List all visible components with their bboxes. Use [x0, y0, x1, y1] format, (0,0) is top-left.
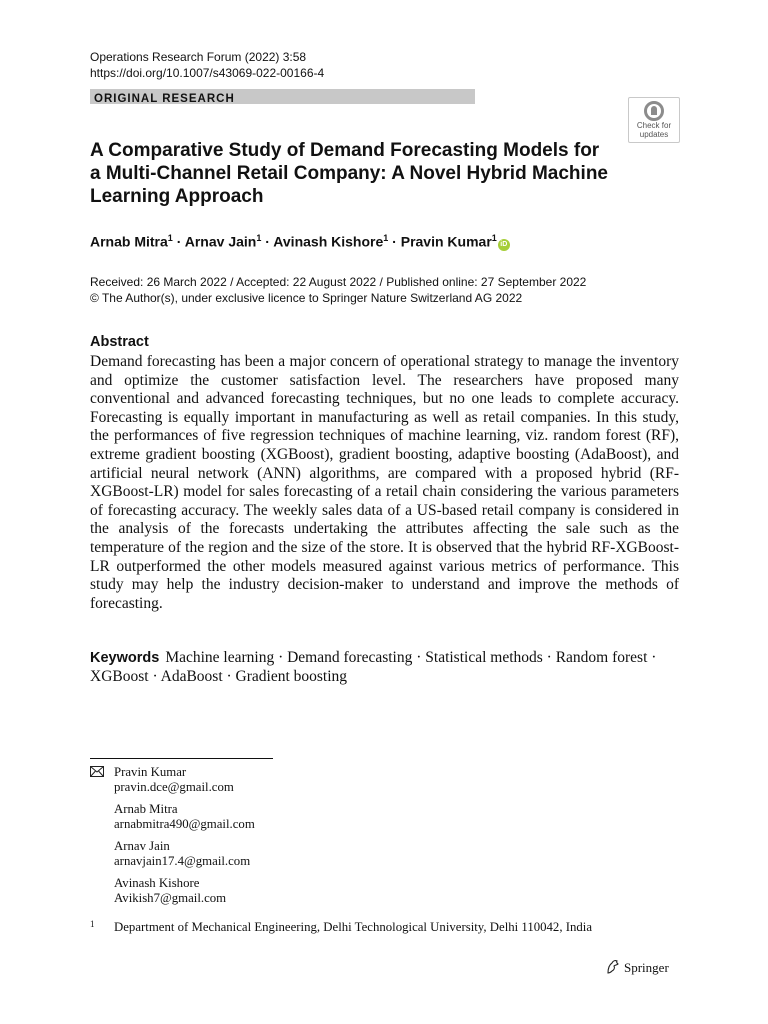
author-name[interactable]: Arnav Jain — [184, 233, 257, 250]
contact-name: Pravin Kumar — [114, 765, 187, 779]
envelope-icon — [90, 766, 104, 777]
check-for-updates-icon — [644, 101, 664, 121]
contact-name: Avinash Kishore — [114, 876, 200, 890]
contact-entry — [114, 839, 250, 869]
footnote-divider — [90, 758, 273, 759]
author-affiliation-marker: 1 — [256, 233, 262, 243]
contact-entry — [114, 876, 226, 906]
author-separator: · — [176, 233, 182, 250]
author-affiliation-marker: 1 — [491, 233, 497, 243]
contact-email[interactable]: arnabmitra490@gmail.com — [114, 817, 255, 831]
author-separator: · — [265, 233, 270, 250]
author-name[interactable]: Avinash Kishore — [273, 233, 384, 250]
affiliation-number: 1 — [90, 919, 95, 929]
keywords-label: Keywords — [90, 650, 160, 666]
author-affiliation-marker: 1 — [167, 233, 173, 243]
article-title: A Comparative Study of Demand Forecasting Models for a Multi-Channel Retail Company: A Novel Hybrid Machine Learning Approach — [90, 140, 608, 207]
orcid-icon[interactable]: iD — [498, 239, 510, 251]
contact-entry — [114, 765, 234, 795]
abstract-text: Demand forecasting has been a major concern of operational strategy to manage the inventory and optimize the customer satisfaction level. The researchers have proposed many conventional and advanced forecasting techniques, but no one leads to complete accuracy. Forecasting is equally important in manufacturing as well as retail companies. In this study, the performances of five regression techniques of machine learning, viz. random forest (RF), extreme gradient boosting (XGBoost), gradient boosting, adaptive boosting (AdaBoost), and artificial neural network (ANN) algorithms, are compared with a proposed hybrid (RF-XGBoost-LR) model for sales forecasting of a retail chain considering the various parameters of forecasting accuracy. The weekly sales data of a US-based retail company is considered in the analysis of the forecasts undertaking the attributes affecting the sale such as the temperature of the region and the size of the store. It is observed that the hybrid RF-XGBoost-LR outperformed the other models measured against various metrics of performance. This study may help the industry decision-maker to understand and improve the methods of forecasting. — [90, 353, 679, 612]
publisher-logo — [605, 959, 669, 977]
springer-horse-icon — [605, 959, 621, 975]
contact-email[interactable]: Avikish7@gmail.com — [114, 891, 227, 905]
author-separator: · — [392, 233, 397, 250]
publication-dates: Received: 26 March 2022 / Accepted: 22 August 2022 / Published online: 27 September 2022 — [90, 275, 587, 289]
publisher-name: Springer — [624, 960, 669, 975]
author-name[interactable]: Arnab Mitra — [90, 233, 168, 250]
contact-email[interactable]: arnavjain17.4@gmail.com — [114, 854, 251, 868]
contact-name: Arnav Jain — [114, 839, 170, 853]
affiliation-text: Department of Mechanical Engineering, Delhi Technological University, Delhi 110042, India — [114, 920, 593, 934]
check-updates-line2: updates — [639, 130, 669, 139]
section-banner — [90, 89, 475, 104]
check-updates-line1: Check for — [636, 121, 672, 130]
keywords-section — [90, 649, 679, 686]
doi-link[interactable]: https://doi.org/10.1007/s43069-022-00166-4 — [90, 66, 325, 80]
copyright-notice: © The Author(s), under exclusive licence to Springer Nature Switzerland AG 2022 — [90, 291, 523, 305]
publication-history — [90, 274, 586, 306]
check-for-updates-badge[interactable] — [628, 97, 680, 143]
contact-email[interactable]: pravin.dce@gmail.com — [114, 780, 234, 794]
author-affiliation-marker: 1 — [383, 233, 389, 243]
journal-header — [90, 49, 324, 81]
author-name[interactable]: Pravin Kumar — [400, 233, 492, 250]
contact-name: Arnab Mitra — [114, 802, 178, 816]
keywords-text: Machine learning · Demand forecasting · Statistical methods · Random forest · XGBoost · AdaBoost · Gradient boosting — [90, 649, 657, 685]
section-label: ORIGINAL RESEARCH — [94, 93, 235, 105]
abstract-heading: Abstract — [90, 334, 149, 350]
contact-entry — [114, 802, 255, 832]
journal-citation: Operations Research Forum (2022) 3:58 — [90, 50, 307, 64]
author-list — [90, 233, 510, 251]
